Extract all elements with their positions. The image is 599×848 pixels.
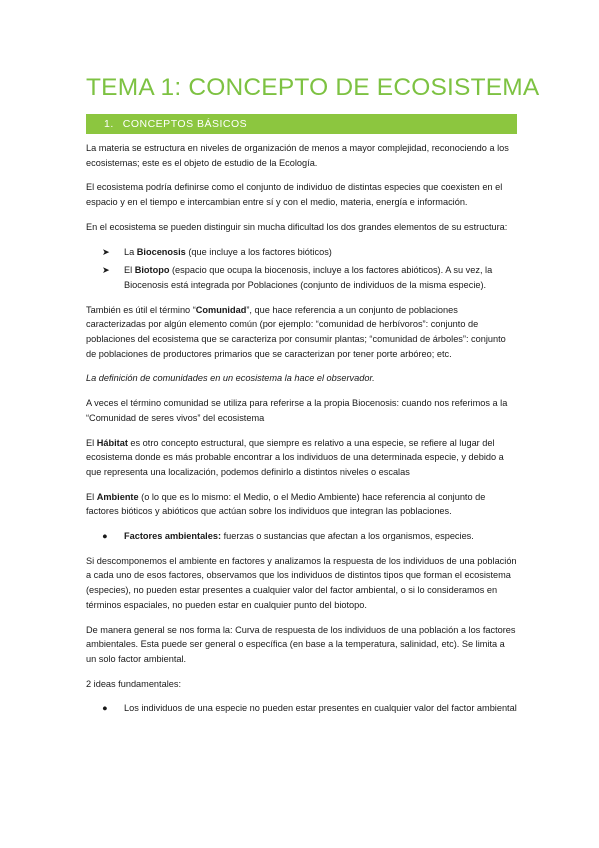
dot-bullet-icon: ●	[102, 703, 108, 714]
section-heading	[86, 114, 517, 134]
section-label: CONCEPTOS BÁSICOS	[122, 118, 248, 130]
arrow-bullet-icon: ➤	[102, 246, 110, 257]
term-biotopo: Biotopo	[134, 265, 170, 276]
list-item-biocenosis: ➤ La Biocenosis (que incluye a los factores bióticos)	[86, 245, 517, 260]
term-biocenosis: Biocenosis	[136, 246, 186, 257]
paragraph-9: Si descomponemos el ambiente en factores y analizamos la respuesta de los individuos de una población a cada uno de esos factores, observamos que los individuos de distintos tipos que forman el ecosistema (especies), no pueden estar presentes a cualquier valor del factor ambiental, o si lo consideramos en términos espaciales, no pueden estar en cualquier punto del biotopo.	[86, 555, 517, 610]
list-item-biotopo: ➤ El Biotopo (espacio que ocupa la biocenosis, incluye a los factores abióticos). A su vez, la Biocenosis está integrada por Poblaciones (conjunto de individuos de la misma especie).	[102, 265, 493, 290]
arrow-bullet-icon: ➤	[102, 265, 110, 276]
list-item-factores: ● Factores ambientales: fuerzas o sustancias que afectan a los organismos, especies.	[86, 529, 517, 544]
paragraph-11: 2 ideas fundamentales:	[86, 678, 182, 689]
paragraph-habitat: El Hábitat es otro concepto estructural, que siempre es relativo a una especie, se refiere al lugar del ecosistema donde es más probable encontrar a los individuos de una determinada especie, y debido a que representa una localización, podemos definirlo a distintos niveles o escalas	[86, 437, 504, 477]
document-body	[86, 141, 517, 726]
paragraph-ambiente: El Ambiente (o lo que es lo mismo: el Medio, o el Medio Ambiente) hace referencia al conjunto de factores bióticos y abióticos que actúan sobre los individuos que integran las poblaciones.	[86, 491, 486, 517]
paragraph-1: La materia se estructura en niveles de organización de menos a mayor complejidad, reconociendo a los ecosistemas; este es el objeto de estudio de la Ecología.	[86, 143, 509, 168]
list-item-idea-1: ● Los individuos de una especie no pueden estar presentes en cualquier valor del factor ambiental	[86, 701, 517, 716]
term-ambiente: Ambiente	[96, 491, 139, 502]
paragraph-10: De manera general se nos forma la: Curva de respuesta de los individuos de una población a los factores ambientales. Esta puede ser general o específica (en base a la temperatura, salinidad, etc). Se limita a un solo factor ambiental.	[86, 624, 516, 664]
section-number: 1.	[104, 118, 114, 130]
term-habitat: Hábitat	[96, 437, 128, 448]
page-title: TEMA 1: CONCEPTO DE ECOSISTEMA	[86, 74, 540, 101]
factores-list	[86, 529, 517, 544]
paragraph-3: En el ecosistema se pueden distinguir sin mucha dificultad los dos grandes elementos de su estructura:	[86, 221, 508, 232]
paragraph-6: A veces el término comunidad se utiliza para referirse a la propia Biocenosis: cuando nos referimos a la “Comunidad de seres vivos” del ecosistema	[86, 398, 508, 423]
structure-list	[86, 245, 517, 293]
dot-bullet-icon: ●	[102, 531, 108, 542]
paragraph-2: El ecosistema podría definirse como el conjunto de individuo de distintas especies que coexisten en el espacio y en el tiempo e intercambian entre sí y con el medio, materia, energía e información.	[86, 182, 503, 208]
ideas-list	[86, 701, 517, 716]
term-comunidad: Comunidad	[195, 304, 247, 315]
term-factores-ambientales: Factores ambientales:	[124, 531, 222, 542]
paragraph-italic-note: La definición de comunidades en un ecosistema la hace el observador.	[86, 373, 375, 384]
paragraph-comunidad: También es útil el término “Comunidad”, que hace referencia a un conjunto de poblaciones caracterizadas por algún elemento común (por ejemplo: “comunidad de herbívoros”: conjunto de poblaciones del ecosistema que se caracteriza por consumir plantas; “comunidad de árboles”: conjunto de poblaciones de productores primarios que se caracterizan por tener porte arbóreo; etc.	[86, 304, 506, 359]
